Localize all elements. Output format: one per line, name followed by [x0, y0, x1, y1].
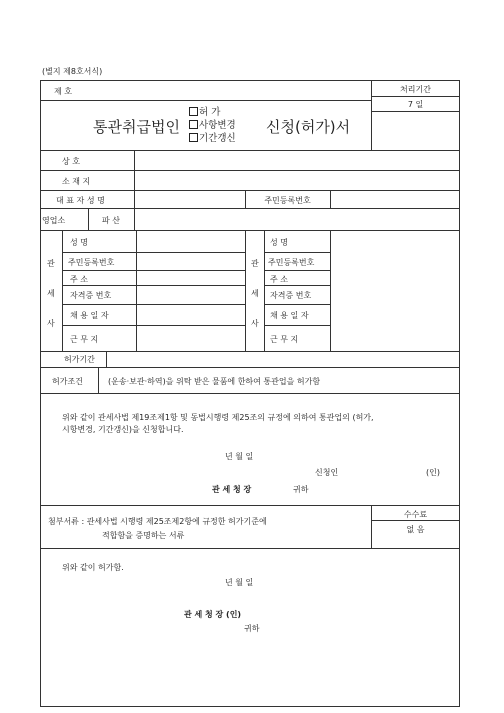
- location-field[interactable]: [136, 172, 458, 188]
- approval-text: 위와 같이 허가함.: [62, 563, 124, 572]
- business-office-label: 영업소: [42, 216, 66, 225]
- broker1-values-field[interactable]: [138, 232, 244, 349]
- permit-condition-text: (운송·보관·하역)을 위탁 받은 물품에 한하여 통관업을 허가함: [108, 377, 321, 386]
- trade-name-field[interactable]: [136, 152, 458, 168]
- representative-field[interactable]: [136, 192, 244, 206]
- fee-label: 수수료: [403, 510, 428, 519]
- processing-period-label: 처리기간: [400, 85, 431, 94]
- approval-issuer: 관 세 청 장 (인): [184, 610, 242, 619]
- branch-label: 파 산: [102, 216, 120, 225]
- applicant-signature-label: 신청인: [315, 468, 339, 477]
- broker1-resident-label: 주민등록번호: [68, 258, 115, 267]
- broker2-name-label: 성 명: [270, 238, 288, 247]
- broker2-hire-date-label: 채 용 일 자: [270, 311, 309, 320]
- broker-side-label-left: 관 세 사: [47, 259, 55, 328]
- business-office-field[interactable]: [136, 210, 458, 228]
- fee-value: 없 음: [406, 525, 425, 534]
- representative-label: 대 표 자 성 명: [56, 196, 105, 205]
- checkbox-icon: [189, 107, 198, 116]
- broker1-address-label: 주 소: [70, 275, 88, 284]
- approval-date: 년 월 일: [225, 578, 254, 587]
- addressee: 관 세 청 장: [212, 485, 252, 494]
- broker2-address-label: 주 소: [270, 275, 288, 284]
- form-title-options: [189, 106, 236, 145]
- broker1-workplace-label: 근 무 지: [70, 335, 99, 344]
- declaration-line-2: 시항변경, 기간갱신)을 신청합니다.: [62, 425, 184, 434]
- permit-condition-label: 허가조건: [52, 377, 83, 386]
- option-change[interactable]: 사항변경: [189, 119, 236, 132]
- approval-honorific: 귀하: [244, 624, 260, 633]
- addressee-honorific: 귀하: [293, 485, 309, 494]
- broker1-license-label: 자격증 번호: [70, 291, 112, 300]
- broker2-license-label: 자격증 번호: [270, 291, 312, 300]
- broker2-workplace-label: 근 무 지: [270, 335, 299, 344]
- option-permit[interactable]: 허 가: [189, 106, 236, 119]
- broker2-resident-label: 주민등록번호: [268, 258, 315, 267]
- form-title-left: 통관취급법인: [93, 118, 180, 136]
- broker2-values-field[interactable]: [332, 232, 458, 349]
- resident-number-label: 주민등록번호: [264, 196, 311, 205]
- attachments-line-1: 첨부서류 : 관세사법 시행령 제25조제2항에 규정한 허가기준에: [48, 517, 267, 526]
- option-renewal[interactable]: 기간갱신: [189, 132, 236, 145]
- permit-period-field[interactable]: [108, 353, 458, 365]
- attachments-line-2: 적합함을 증명하는 서류: [102, 531, 185, 540]
- checkbox-icon: [189, 120, 198, 129]
- broker1-hire-date-label: 채 용 일 자: [70, 311, 109, 320]
- processing-period-value: 7 일: [407, 100, 424, 109]
- permit-period-label: 허가기간: [64, 355, 95, 364]
- receipt-number-label: 제 호: [54, 87, 72, 96]
- applicant-seal: (인): [426, 468, 440, 477]
- form-title-right: 신청(허가)서: [266, 118, 351, 136]
- trade-name-label: 상 호: [62, 157, 80, 166]
- checkbox-icon: [189, 133, 198, 142]
- declaration-date: 년 월 일: [225, 452, 254, 461]
- resident-number-field[interactable]: [332, 192, 458, 206]
- broker1-name-label: 성 명: [70, 238, 88, 247]
- declaration-line-1: 위와 같이 관세사법 제19조제1항 및 동법시행령 제25조의 규정에 의하여 통관업의 (허가,: [62, 413, 374, 422]
- form-number: (별지 제8호서식): [42, 67, 103, 76]
- broker-side-label-right: 관 세 사: [251, 259, 259, 328]
- location-label: 소 재 지: [62, 177, 91, 186]
